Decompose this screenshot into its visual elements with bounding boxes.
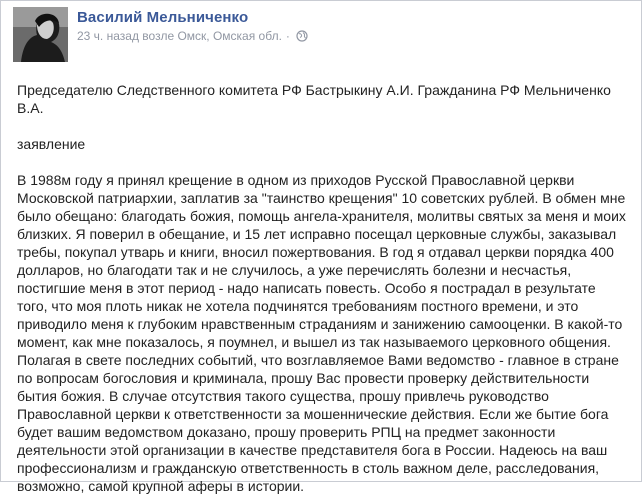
post-title: заявление (17, 136, 86, 152)
post-paragraph: В 1988м году я принял крещение в одном из приходов Русской Православной церкви Московской патриархии, заплатив за "таинство крещения" 10 советских рублей. В обмен мне было обещано: благодать божия, помощь ангела-хранителя, молитвы святых за меня и моих близких. Я поверил в обещание, и 15 лет исправно посещал церковные службы, заказывал требы, покупал утварь и книги, вносил пожертвования. В год я отдавал церкви порядка 400 долларов, но благодати так и не случилось, а уже перечислять болезни и несчастья, постигшие меня в этот период - надо написать повесть. Особо я пострадал в результате того, что моя плоть никак не хотела подчинятся требованиям постного времени, и это приводило меня к глубоким нравственным страданиям и занижению самооценки. В какой-то момент, как мне показалось, я поумнел, и вышел из так называемого церковного общения. Полагая в свете последних событий, что возглавляемое Вами ведомство - главное в стране по вопросам богословия и криминала, прошу Вас провести проверку действительности бытия божия. В случае отсутствия такого существа, прошу привлечь руководство Православной церкви к ответственности за мошеннические действия. Если же бытие бога будет вашим ведомством доказано, прошу проверить РПЦ на предмет законности деятельности этой организации в качестве представителя бога в России. Надеюсь на ваш профессионализм и гражданскую ответственность в столь важном деле, расследования, возможно, самой крупной аферы в истории. (17, 172, 626, 494)
author-name-link[interactable]: Василий Мельниченко (77, 9, 249, 26)
post-body (17, 81, 629, 495)
avatar-photo (13, 7, 68, 62)
post-header (13, 5, 629, 61)
post-meta (77, 29, 308, 43)
globe-icon[interactable] (296, 30, 308, 42)
meta-separator: · (285, 29, 290, 43)
author-block (77, 9, 308, 43)
post-timestamp[interactable]: 23 ч. назад (77, 29, 139, 43)
post-location[interactable]: возле Омск, Омская обл. (142, 29, 282, 43)
avatar[interactable] (13, 7, 68, 62)
post-addressee: Председателю Следственного комитета РФ Бастрыкину А.И. Гражданина РФ Мельниченко В.А. (17, 82, 611, 116)
